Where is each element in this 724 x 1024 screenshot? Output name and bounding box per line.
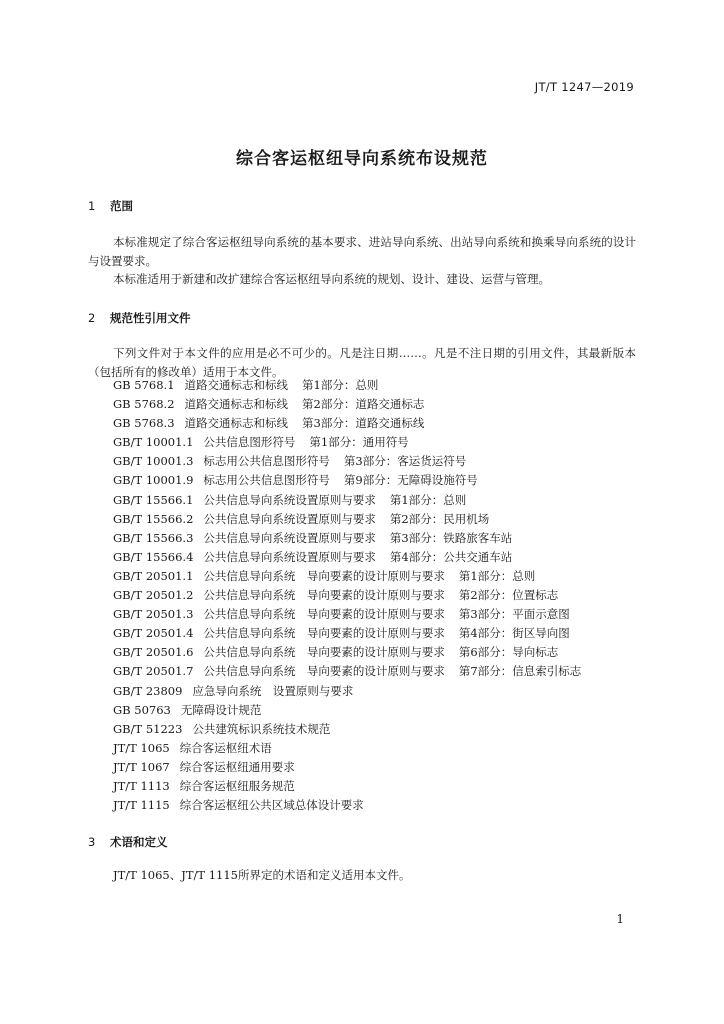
reference-part: 第7部分：信息索引标志 bbox=[458, 664, 582, 679]
reference-part: 第6部分：导向标志 bbox=[458, 645, 559, 660]
reference-part: 第3部分：客运货运符号 bbox=[343, 454, 467, 469]
reference-part: 第1部分：通用符号 bbox=[309, 435, 409, 450]
reference-title: 应急导向系统 设置原则与要求 bbox=[192, 683, 354, 698]
reference-title: 道路交通标志和标线 bbox=[184, 416, 289, 431]
section-1-paragraph-1: 本标准规定了综合客运枢纽导向系统的基本要求、进站导向系统、出站导向系统和换乘导向系统的设计与设置要求。 bbox=[88, 235, 636, 268]
reference-item bbox=[113, 376, 581, 395]
document-title: 综合客运枢纽导向系统布设规范 bbox=[236, 149, 488, 169]
section-number: 1 bbox=[88, 199, 96, 213]
reference-item bbox=[113, 414, 581, 433]
reference-code: GB/T 20501.3 bbox=[113, 607, 194, 622]
section-number: 2 bbox=[88, 311, 96, 325]
reference-title: 公共信息图形符号 bbox=[203, 435, 296, 450]
reference-part: 第1部分：总则 bbox=[302, 378, 379, 392]
reference-code: GB/T 51223 bbox=[113, 721, 183, 736]
reference-code: GB/T 10001.3 bbox=[113, 454, 194, 469]
reference-title: 标志用公共信息图形符号 bbox=[203, 454, 330, 469]
reference-code: GB/T 15566.3 bbox=[113, 530, 194, 545]
reference-title: 综合客运枢纽公共区域总体设计要求 bbox=[179, 798, 364, 813]
section-2-paragraph-1: 下列文件对于本文件的应用是必不可少的。凡是注日期……。凡是不注日期的引用文件，其最新版本（包括所有的修改单）适用于本文件。 bbox=[88, 346, 636, 379]
reference-code: GB 5768.2 bbox=[113, 397, 175, 412]
section-3-paragraph-1: JT/T 1065、JT/T 1115所界定的术语和定义适用本文件。 bbox=[113, 868, 411, 882]
reference-title: 公共信息导向系统 导向要素的设计原则与要求 bbox=[203, 588, 445, 603]
reference-item bbox=[113, 471, 581, 490]
reference-code: JT/T 1115 bbox=[113, 798, 170, 813]
reference-item bbox=[113, 433, 581, 452]
page-number: 1 bbox=[616, 912, 624, 926]
reference-part: 第4部分：街区导向图 bbox=[458, 626, 570, 641]
reference-title: 道路交通标志和标线 bbox=[184, 397, 289, 412]
reference-item bbox=[113, 529, 581, 548]
reference-item bbox=[113, 395, 581, 414]
section-1-heading bbox=[88, 198, 133, 214]
reference-code: GB/T 20501.2 bbox=[113, 588, 194, 603]
reference-code: GB/T 20501.4 bbox=[113, 626, 194, 641]
reference-part: 第3部分：铁路旅客车站 bbox=[389, 530, 513, 545]
reference-part: 第3部分：道路交通标线 bbox=[302, 416, 425, 431]
reference-title: 公共信息导向系统 导向要素的设计原则与要求 bbox=[203, 626, 445, 641]
section-2-heading bbox=[88, 310, 191, 326]
reference-part: 第9部分：无障碍设施符号 bbox=[343, 473, 478, 488]
section-3-heading bbox=[88, 834, 168, 850]
reference-code: JT/T 1065 bbox=[113, 740, 170, 755]
reference-code: GB/T 15566.4 bbox=[113, 549, 194, 564]
section-1-paragraph-2: 本标准适用于新建和改扩建综合客运枢纽导向系统的规划、设计、建设、运营与管理。 bbox=[113, 272, 550, 286]
reference-item bbox=[113, 777, 581, 796]
section-title: 术语和定义 bbox=[110, 835, 168, 849]
reference-item bbox=[113, 548, 581, 567]
reference-part: 第4部分：公共交通车站 bbox=[389, 549, 513, 564]
reference-code: GB 50763 bbox=[113, 702, 171, 717]
reference-part: 第3部分：平面示意图 bbox=[458, 607, 570, 622]
reference-code: GB/T 15566.1 bbox=[113, 492, 194, 507]
reference-part: 第1部分：总则 bbox=[389, 492, 467, 507]
reference-item bbox=[113, 682, 581, 701]
reference-code: GB 5768.3 bbox=[113, 416, 175, 431]
reference-item bbox=[113, 643, 581, 662]
reference-part: 第2部分：道路交通标志 bbox=[302, 397, 425, 412]
reference-item bbox=[113, 758, 581, 777]
reference-part: 第2部分：位置标志 bbox=[458, 588, 559, 603]
section-title: 范围 bbox=[110, 199, 133, 213]
reference-title: 标志用公共信息图形符号 bbox=[203, 473, 330, 488]
reference-item bbox=[113, 452, 581, 471]
reference-code: JT/T 1113 bbox=[113, 778, 170, 793]
reference-title: 公共信息导向系统设置原则与要求 bbox=[203, 511, 376, 526]
reference-code: GB/T 20501.6 bbox=[113, 645, 194, 660]
reference-item bbox=[113, 624, 581, 643]
reference-title: 公共建筑标识系统技术规范 bbox=[192, 721, 331, 736]
reference-title: 综合客运枢纽服务规范 bbox=[179, 778, 295, 793]
reference-part: 第2部分：民用机场 bbox=[389, 511, 490, 526]
reference-code: GB/T 20501.7 bbox=[113, 664, 194, 679]
reference-title: 公共信息导向系统 导向要素的设计原则与要求 bbox=[203, 607, 445, 622]
reference-code: GB/T 15566.2 bbox=[113, 511, 194, 526]
reference-item bbox=[113, 586, 581, 605]
section-title: 规范性引用文件 bbox=[110, 311, 191, 325]
reference-code: GB/T 23809 bbox=[113, 683, 183, 698]
reference-part: 第1部分：总则 bbox=[458, 568, 536, 583]
reference-item bbox=[113, 739, 581, 758]
reference-item bbox=[113, 510, 581, 529]
reference-code: GB/T 20501.1 bbox=[113, 568, 194, 583]
reference-title: 公共信息导向系统设置原则与要求 bbox=[203, 530, 376, 545]
reference-title: 公共信息导向系统 导向要素的设计原则与要求 bbox=[203, 568, 445, 583]
reference-item bbox=[113, 567, 581, 586]
reference-title: 公共信息导向系统 导向要素的设计原则与要求 bbox=[203, 645, 445, 660]
reference-title: 综合客运枢纽通用要求 bbox=[179, 759, 295, 774]
reference-title: 公共信息导向系统设置原则与要求 bbox=[203, 549, 376, 564]
reference-item bbox=[113, 662, 581, 681]
reference-item bbox=[113, 720, 581, 739]
reference-title: 道路交通标志和标线 bbox=[184, 378, 289, 392]
reference-code: GB/T 10001.9 bbox=[113, 473, 194, 488]
reference-title: 公共信息导向系统设置原则与要求 bbox=[203, 492, 376, 507]
reference-title: 公共信息导向系统 导向要素的设计原则与要求 bbox=[203, 664, 445, 679]
reference-item bbox=[113, 491, 581, 510]
normative-references-list bbox=[113, 376, 581, 815]
standard-code: JT/T 1247—2019 bbox=[534, 80, 634, 94]
reference-item bbox=[113, 605, 581, 624]
section-number: 3 bbox=[88, 835, 96, 849]
reference-code: GB 5768.1 bbox=[113, 378, 175, 392]
reference-item bbox=[113, 796, 581, 815]
reference-title: 综合客运枢纽术语 bbox=[179, 740, 272, 755]
reference-code: GB/T 10001.1 bbox=[113, 435, 194, 450]
reference-code: JT/T 1067 bbox=[113, 759, 170, 774]
reference-item bbox=[113, 701, 581, 720]
reference-title: 无障碍设计规范 bbox=[180, 702, 262, 717]
